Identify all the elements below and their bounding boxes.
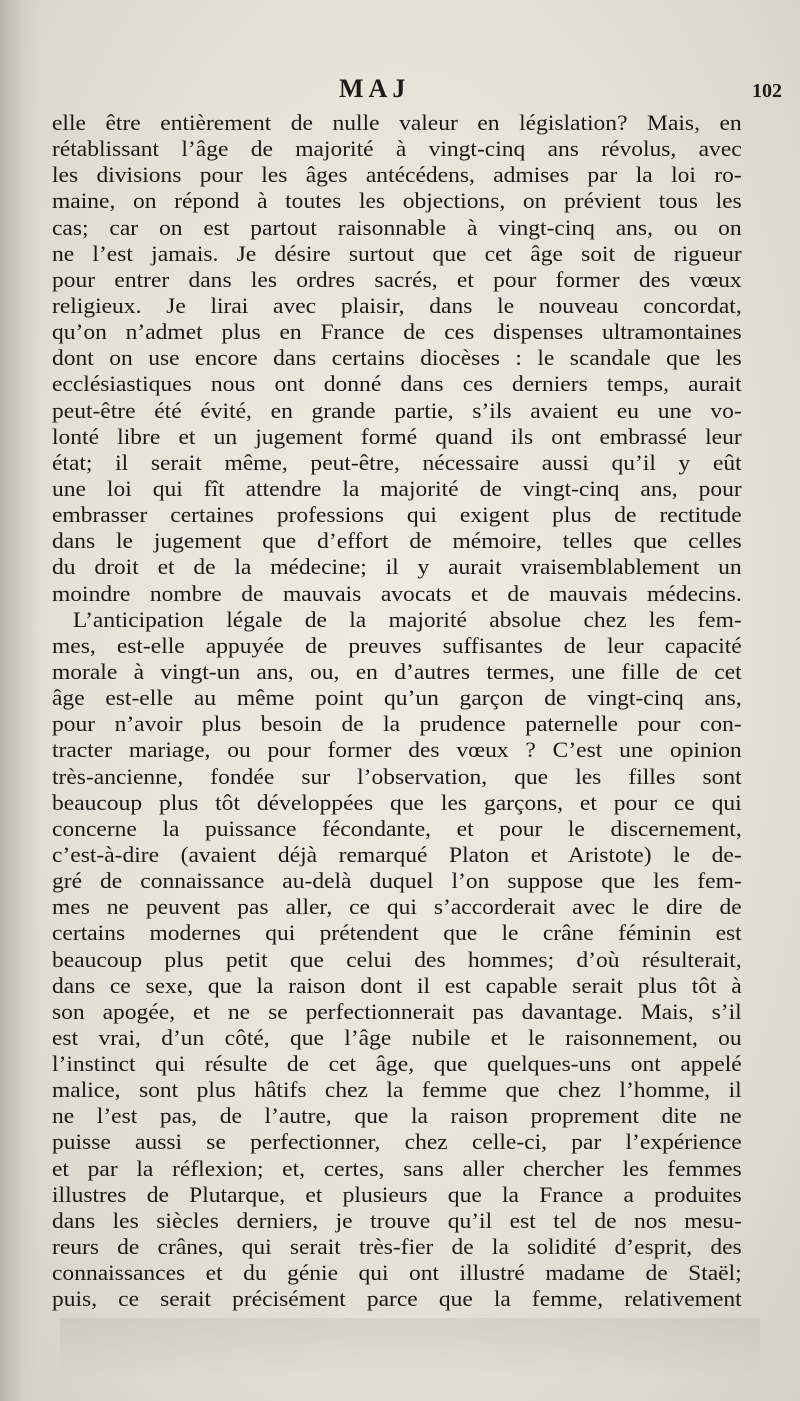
text-line: beaucoup plus petit que celui des hommes; d’où résulterait, xyxy=(52,946,742,972)
text-line: mes, est-elle appuyée de preuves suffisantes de leur capacité xyxy=(52,632,742,658)
text-line: moindre nombre de mauvais avocats et de mauvais médecins. xyxy=(52,580,742,606)
running-head xyxy=(0,74,800,108)
text-line: reurs de crânes, qui serait très-fier de la solidité d’esprit, des xyxy=(52,1234,742,1260)
text-line: du droit et de la médecine; il y aurait vraisemblablement un xyxy=(52,554,742,580)
text-line: malice, sont plus hâtifs chez la femme que chez l’homme, il xyxy=(52,1077,742,1103)
text-line: lonté libre et un jugement formé quand ils ont embrassé leur xyxy=(52,423,742,449)
show-through-shadow xyxy=(60,1318,760,1378)
text-line: âge est-elle au même point qu’un garçon de vingt-cinq ans, xyxy=(52,685,742,711)
text-line: puisse aussi se perfectionner, chez celle-ci, par l’expérience xyxy=(52,1129,742,1155)
text-line: pour entrer dans les ordres sacrés, et pour former des vœux xyxy=(52,266,742,292)
text-line: elle être entièrement de nulle valeur en législation? Mais, en xyxy=(52,110,742,135)
text-line: c’est-à-dire (avaient déjà remarqué Platon et Aristote) le de- xyxy=(52,841,742,867)
text-line: une loi qui fît attendre la majorité de vingt-cinq ans, pour xyxy=(52,475,742,501)
text-line: l’instinct qui résulte de cet âge, que quelques-uns ont appelé xyxy=(52,1051,742,1077)
text-line: dans ce sexe, que la raison dont il est capable serait plus tôt à xyxy=(52,972,742,998)
text-line: beaucoup plus tôt développées que les garçons, et pour ce qui xyxy=(52,789,742,815)
text-line: très-ancienne, fondée sur l’observation, que les filles sont xyxy=(52,763,742,789)
text-line: cas; car on est partout raisonnable à vingt-cinq ans, ou on xyxy=(52,214,742,240)
text-line: dans les siècles derniers, je trouve qu’il est tel de nos mesu- xyxy=(52,1207,742,1233)
text-line: illustres de Plutarque, et plusieurs que la France a produites xyxy=(52,1181,742,1207)
text-line: ne l’est jamais. Je désire surtout que cet âge soit de rigueur xyxy=(52,240,742,266)
text-line: pour n’avoir plus besoin de la prudence paternelle pour con- xyxy=(52,711,742,737)
text-line: rétablissant l’âge de majorité à vingt-cinq ans révolus, avec xyxy=(52,136,742,162)
text-line: morale à vingt-un ans, ou, en d’autres termes, une fille de cet xyxy=(52,658,742,684)
text-line: gré de connaissance au-delà duquel l’on suppose que les fem- xyxy=(52,868,742,894)
text-line: concerne la puissance fécondante, et pour le discernement, xyxy=(52,815,742,841)
running-head-title: MAJ xyxy=(339,74,411,103)
page-number: 102 xyxy=(752,80,782,102)
text-line: peut-être été évité, en grande partie, s’ils avaient eu une vo- xyxy=(52,397,742,423)
text-line: puis, ce serait précisément parce que la femme, relativement xyxy=(52,1286,742,1312)
text-line: est vrai, d’un côté, que l’âge nubile et le raisonnement, ou xyxy=(52,1024,742,1050)
text-line: qu’on n’admet plus en France de ces dispenses ultramontaines xyxy=(52,319,742,345)
text-line: tracter mariage, ou pour former des vœux ? C’est une opinion xyxy=(52,737,742,763)
text-line: religieux. Je lirai avec plaisir, dans le nouveau concordat, xyxy=(52,292,742,318)
text-line: et par la réflexion; et, certes, sans aller chercher les femmes xyxy=(52,1155,742,1181)
text-line: dont on use encore dans certains diocèses : le scandale que les xyxy=(52,345,742,371)
text-line: les divisions pour les âges antécédens, admises par la loi ro- xyxy=(52,162,742,188)
text-line: connaissances et du génie qui ont illustré madame de Staël; xyxy=(52,1260,742,1286)
text-line: ne l’est pas, de l’autre, que la raison proprement dite ne xyxy=(52,1103,742,1129)
text-line: embrasser certaines professions qui exigent plus de rectitude xyxy=(52,502,742,528)
text-line: certains modernes qui prétendent que le crâne féminin est xyxy=(52,920,742,946)
text-line: mes ne peuvent pas aller, ce qui s’accorderait avec le dire de xyxy=(52,894,742,920)
text-line: son apogée, et ne se perfectionnerait pas davantage. Mais, s’il xyxy=(52,998,742,1024)
text-line: état; il serait même, peut-être, nécessaire aussi qu’il y eût xyxy=(52,449,742,475)
page-gutter-shadow xyxy=(0,0,40,1401)
text-line: maine, on répond à toutes les objections, on prévient tous les xyxy=(52,188,742,214)
text-line: dans le jugement que d’effort de mémoire, telles que celles xyxy=(52,528,742,554)
body-text xyxy=(52,110,742,1312)
text-line: ecclésiastiques nous ont donné dans ces derniers temps, aurait xyxy=(52,371,742,397)
text-line: L’anticipation légale de la majorité absolue chez les fem- xyxy=(72,606,742,632)
